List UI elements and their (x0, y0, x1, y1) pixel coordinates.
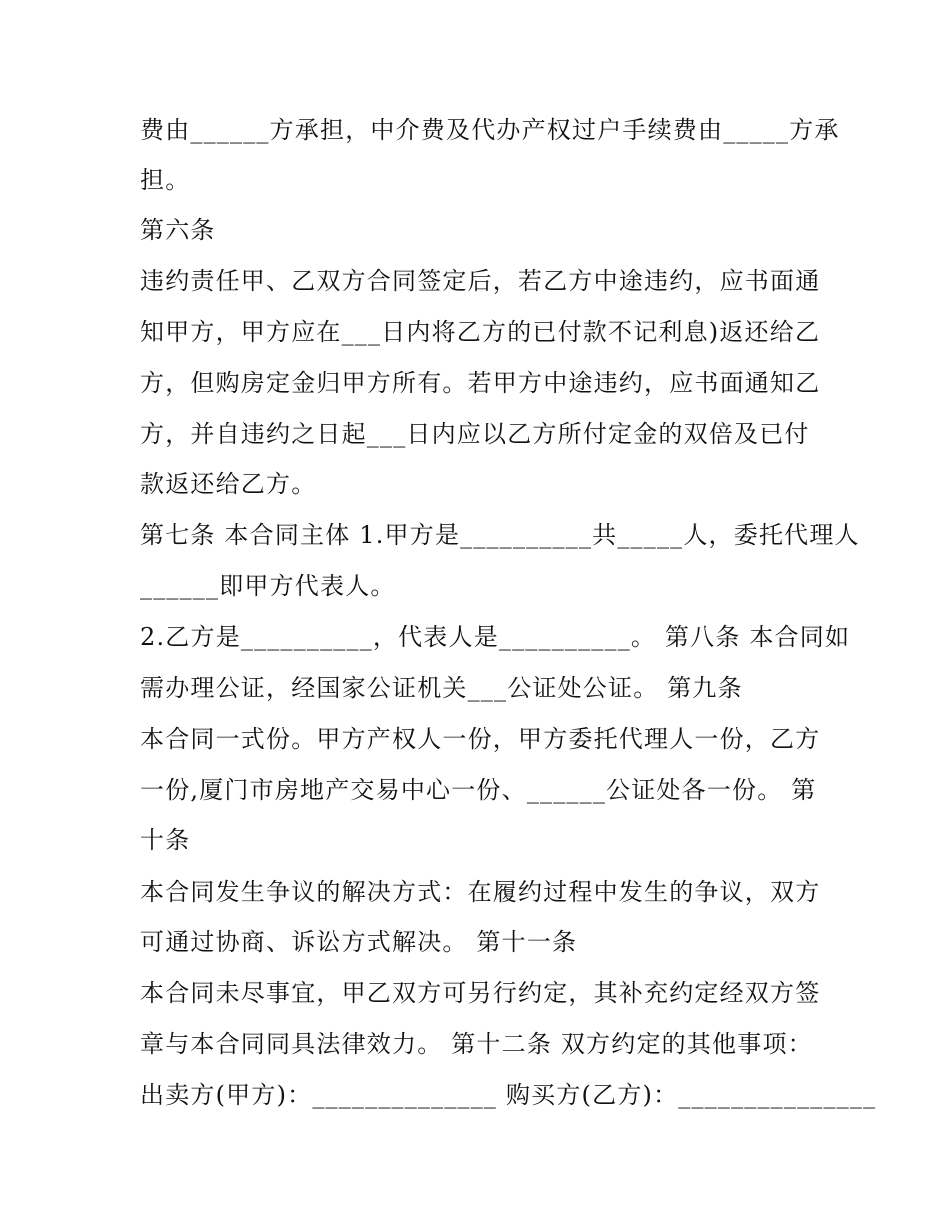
text-line-8: 款返还给乙方。 (140, 470, 317, 498)
text-line-19: 章与本合同同具法律效力。 第十二条 双方约定的其他事项： (140, 1030, 813, 1058)
text-line-5: 知甲方，甲方应在___日内将乙方的已付款不记利息)返还给乙 (140, 318, 821, 346)
article-7-line: 第七条 本合同主体 1.甲方是__________共_____人，委托代理人 (140, 521, 860, 549)
text-line-10: ______即甲方代表人。 (140, 572, 396, 600)
text-line-2: 担。 (140, 166, 191, 194)
text-line-1: 费由______方承担，中介费及代办产权过户手续费由_____方承 (140, 116, 840, 144)
text-line-13: 本合同一式份。甲方产权人一份，甲方委托代理人一份，乙方 (140, 725, 821, 753)
text-line-6: 方，但购房定金归甲方所有。若甲方中途违约，应书面通知乙 (140, 369, 821, 397)
text-line-4: 违约责任甲、乙双方合同签定后，若乙方中途违约，应书面通 (140, 267, 821, 295)
text-line-16: 本合同发生争议的解决方式：在履约过程中发生的争议，双方 (140, 878, 821, 906)
text-line-18: 本合同未尽事宜，甲乙双方可另行约定，其补充约定经双方签 (140, 979, 821, 1007)
text-line-11: 2.乙方是__________，代表人是__________。 第八条 本合同如 (140, 623, 851, 651)
text-line-14: 一份,厦门市房地产交易中心一份、______公证处各一份。 第 (140, 776, 817, 804)
article-10-heading: 十条 (140, 826, 191, 854)
text-line-7: 方，并自违约之日起___日内应以乙方所付定金的双倍及已付 (140, 420, 810, 448)
article-6-heading: 第六条 (140, 216, 216, 244)
text-line-17: 可通过协商、诉讼方式解决。 第十一条 (140, 928, 578, 956)
signature-line: 出卖方(甲方)：______________ 购买方(乙方)：_______________ (140, 1081, 877, 1109)
text-line-12: 需办理公证，经国家公证机关___公证处公证。 第九条 (140, 674, 743, 702)
